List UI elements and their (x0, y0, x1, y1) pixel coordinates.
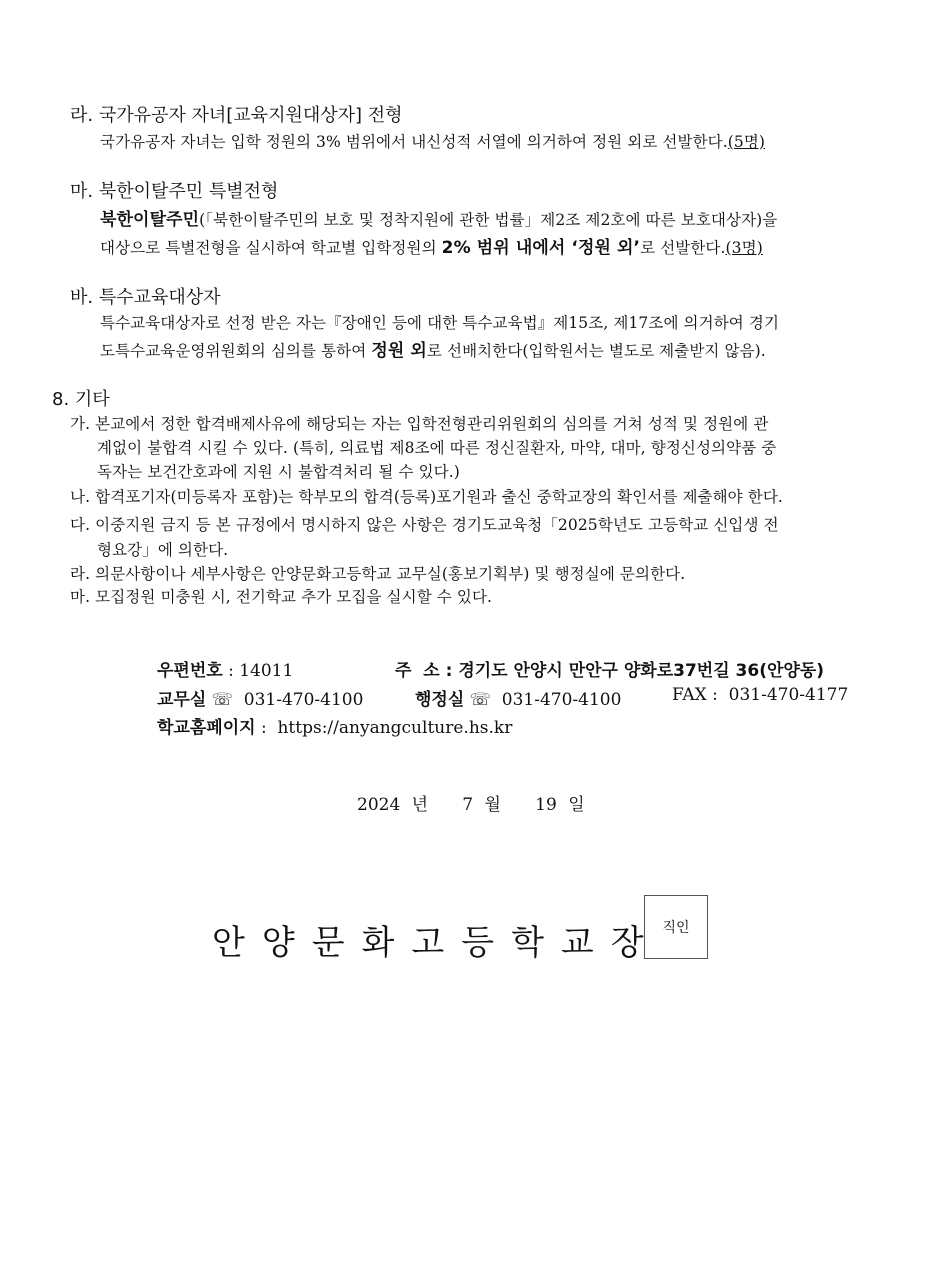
homepage-value: : https://anyangculture.hs.kr (255, 718, 513, 738)
section-ba-highlight: 정원 외 (371, 341, 427, 361)
section-ra-title: 라. 국가유공자 자녀[교육지원대상자] 전형 (70, 105, 403, 126)
section-ma-line2-text-b: 로 선발한다. (640, 239, 726, 257)
etc-item-ma: 마. 모집정원 미충원 시, 전기학교 추가 모집을 실시할 수 있다. (70, 588, 493, 606)
fax-label: FAX (672, 685, 707, 705)
address-value: : 경기도 안양시 만안구 양화로37번길 36(안양동) (439, 661, 825, 681)
seal-label: 직인 (662, 920, 690, 936)
etc-item-na: 나. 합격포기자(미등록자 포함)는 학부모의 합격(등록)포기원과 출신 중학교장의 확인서를 제출해야 한다. (70, 488, 783, 506)
section-ra-count: (5명) (727, 133, 766, 151)
section-ra-body (100, 130, 765, 152)
postal-code (157, 656, 293, 681)
etc-item-ga-line2: 계없이 불합격 시킬 수 있다. (특히, 의료법 제8조에 따른 정신질환자, 마약, 대마, 향정신성의약품 중 (97, 439, 777, 457)
section-ma-line2 (100, 233, 763, 258)
etc-item-ga-line1: 가. 본교에서 정한 합격배제사유에 해당되는 자는 입학전형관리위원회의 심의를 거쳐 성적 및 정원에 관 (70, 415, 769, 433)
admin-phone: ☏ 031-470-4100 (464, 690, 622, 710)
etc-item-da-line1: 다. 이중지원 금지 등 본 규정에서 명시하지 않은 사항은 경기도교육청「2025학년도 고등학교 신입생 전 (70, 516, 779, 534)
homepage (157, 713, 512, 738)
official-seal-box (644, 895, 708, 959)
office-phone: ☏ 031-470-4100 (206, 690, 364, 710)
homepage-label: 학교홈페이지 (157, 718, 256, 738)
etc-item-ga-line3: 독자는 보건간호과에 지원 시 불합격처리 될 수 있다.) (97, 463, 460, 481)
postal-label: 우편번호 (157, 661, 223, 681)
office-contact (157, 685, 363, 710)
issue-date: 2024 년 7 월 19 일 (357, 795, 585, 815)
fax-value: : 031-470-4177 (706, 685, 849, 705)
section-ra-text: 국가유공자 자녀는 입학 정원의 3% 범위에서 내신성적 서열에 의거하여 정원 외로 선발한다. (100, 133, 728, 151)
section-ba-line1: 특수교육대상자로 선정 받은 자는『장애인 등에 대한 특수교육법』제15조, 제17조에 의거하여 경기 (100, 314, 780, 332)
section-ba-line2-text-b: 로 선배치한다(입학원서는 별도로 제출받지 않음). (426, 342, 766, 360)
postal-value: : 14011 (222, 661, 294, 681)
section-ma-title: 마. 북한이탈주민 특별전형 (70, 181, 279, 202)
section-ma-highlight-target: 북한이탈주민 (100, 210, 200, 230)
etc-item-ra: 라. 의문사항이나 세부사항은 안양문화고등학교 교무실(홍보기획부) 및 행정실에 문의한다. (70, 565, 686, 583)
section-ma-highlight-quota: 2% 범위 내에서 ‘정원 외’ (441, 238, 641, 258)
principal-title: 안양문화고등학교장 (212, 923, 661, 963)
admin-contact (415, 685, 621, 710)
section-ba-line2 (100, 336, 766, 361)
office-label: 교무실 (157, 690, 207, 710)
admin-label: 행정실 (415, 690, 465, 710)
etc-title: 8. 기타 (52, 389, 110, 410)
section-ma-line1 (100, 205, 777, 230)
section-ba-title: 바. 특수교육대상자 (70, 287, 221, 308)
etc-item-da-line2: 형요강」에 의한다. (97, 541, 229, 559)
section-ba-line2-text-a: 도특수교육운영위원회의 심의를 통하여 (100, 342, 372, 360)
section-ma-line2-text-a: 대상으로 특별전형을 실시하여 학교별 입학정원의 (100, 239, 442, 257)
section-ma-count: (3명) (725, 239, 763, 257)
fax-contact (672, 685, 848, 705)
address (395, 656, 824, 681)
address-label: 주 소 (395, 661, 440, 681)
section-ma-line1-text: (「북한이탈주민의 보호 및 정착지원에 관한 법률」제2조 제2호에 따른 보호대상자)을 (199, 211, 778, 229)
